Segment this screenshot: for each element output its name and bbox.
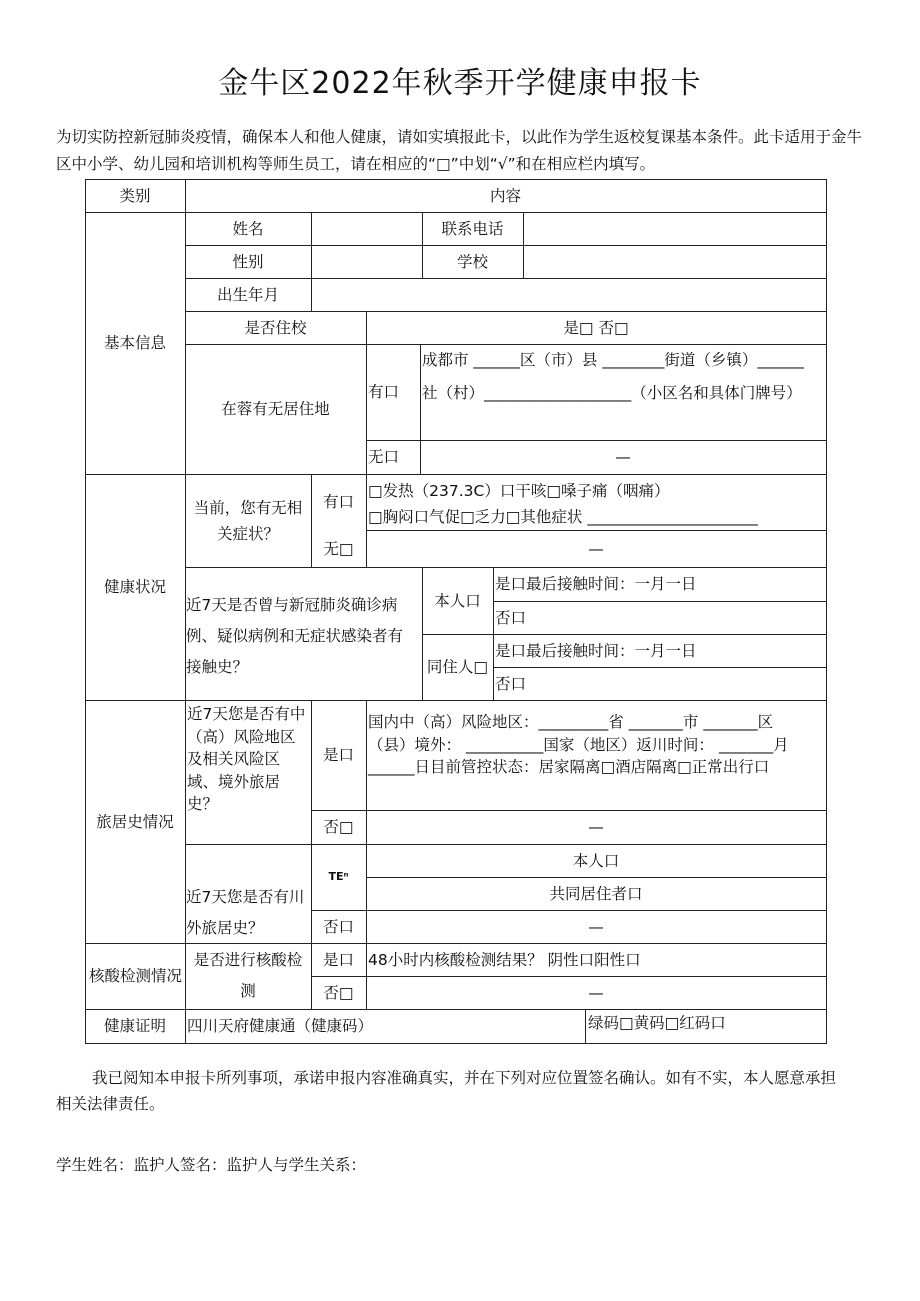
field-gender[interactable] bbox=[311, 245, 422, 278]
table-border-bottom bbox=[85, 1043, 827, 1044]
contact-question: 近7天是否曾与新冠肺炎确诊病例、疑似病例和无症状感染者有接触史？ bbox=[186, 596, 404, 676]
nucleic-yes-checkbox[interactable]: 是口 bbox=[322, 950, 354, 969]
outside-no-checkbox[interactable]: 否口 bbox=[322, 917, 354, 936]
contact-self-checkbox[interactable]: 本人口 bbox=[434, 591, 481, 610]
residence-address[interactable]: 成都市 ______区（市）县 ________街道（乡镇）______社（村）___________________（小区名和具体门牌号） bbox=[422, 351, 804, 402]
header-content: 内容 bbox=[489, 186, 521, 205]
section-health-status: 健康状况 bbox=[103, 578, 166, 596]
label-phone: 联系电话 bbox=[441, 219, 504, 238]
field-birth[interactable] bbox=[311, 278, 826, 311]
contact-cohabitant-no[interactable]: 否口 bbox=[495, 674, 527, 693]
boarding-options[interactable]: 是□ 否□ bbox=[563, 318, 629, 337]
section-health-certificate: 健康证明 bbox=[103, 1017, 166, 1035]
table-line bbox=[85, 700, 827, 701]
health-code-app: 四川天府健康通（健康码） bbox=[187, 1017, 374, 1035]
nucleic-no-dash: — bbox=[588, 983, 604, 1002]
page-title: 金牛区2022年秋季开学健康申报卡 bbox=[218, 66, 702, 101]
contact-self-yes[interactable]: 是口最后接触时间：一月一日 bbox=[495, 575, 697, 593]
residence-no-dash: — bbox=[615, 448, 631, 466]
outside-yes-checkbox[interactable]: TEⁿ bbox=[328, 870, 349, 883]
risk-area-question: 近7天您是否有中（高）风险地区及相关风险区域、境外旅居史？ bbox=[187, 705, 306, 813]
label-residence: 在蓉有无居住地 bbox=[221, 400, 330, 418]
label-school: 学校 bbox=[456, 252, 488, 271]
contact-cohabitant-yes[interactable]: 是口最后接触时间：一月一日 bbox=[495, 641, 697, 660]
residence-yes-checkbox[interactable]: 有口 bbox=[368, 383, 400, 401]
residence-no-checkbox[interactable]: 无口 bbox=[368, 448, 400, 466]
outside-no-dash: — bbox=[588, 917, 604, 936]
risk-area-yes-checkbox[interactable]: 是口 bbox=[322, 746, 354, 764]
symptom-yes-checkbox[interactable]: 有口 bbox=[322, 493, 354, 511]
symptom-list[interactable] bbox=[368, 478, 823, 530]
label-birth: 出生年月 bbox=[216, 285, 279, 304]
section-travel-history: 旅居史情况 bbox=[96, 812, 174, 831]
outside-self-checkbox[interactable]: 本人口 bbox=[572, 851, 620, 870]
contact-self-no[interactable]: 否口 bbox=[495, 608, 527, 627]
label-boarding: 是否住校 bbox=[244, 318, 307, 337]
symptom-line-2: □胸闷口气促□乏力□其他症状 ______________________ bbox=[368, 508, 758, 526]
declaration-paragraph: 我已阅知本申报卡所列事项，承诺申报内容准确真实，并在下列对应位置签名确认。如有不实，本人愿意承担相关法律责任。 bbox=[56, 1069, 837, 1113]
symptom-line-1: □发热（237.3C）口干咳□嗓子痛（咽痛） bbox=[368, 482, 670, 500]
label-gender: 性别 bbox=[232, 252, 264, 271]
field-phone[interactable] bbox=[523, 212, 826, 245]
risk-area-no-checkbox[interactable]: 否□ bbox=[323, 818, 354, 836]
contact-cohabitant-checkbox[interactable]: 同住人□ bbox=[426, 658, 489, 676]
section-nucleic-test: 核酸检测情况 bbox=[88, 966, 182, 985]
signature-line[interactable]: 学生姓名：监护人签名：监护人与学生关系： bbox=[56, 1156, 367, 1174]
nucleic-result[interactable]: 48小时内核酸检测结果？ 阴性口阳性口 bbox=[368, 950, 641, 969]
label-name: 姓名 bbox=[232, 219, 264, 238]
nucleic-question: 是否进行核酸检测 bbox=[193, 951, 303, 1000]
field-school[interactable] bbox=[523, 245, 826, 278]
outside-sichuan-question: 近7天您是否有川外旅居史？ bbox=[186, 888, 305, 937]
symptom-question: 当前，您有无相关症状？ bbox=[193, 498, 303, 543]
health-code-options[interactable]: 绿码□黄码□红码口 bbox=[588, 1014, 726, 1032]
nucleic-no-checkbox[interactable]: 否□ bbox=[323, 983, 354, 1002]
header-category: 类别 bbox=[119, 186, 151, 205]
field-name[interactable] bbox=[311, 212, 422, 245]
section-basic-info: 基本信息 bbox=[103, 334, 166, 352]
risk-area-detail[interactable]: 国内中（高）风险地区：_________省 _______市 _______区（县）境外： __________国家（地区）返川时间： _______月 ______日目前管控状态：居家隔离□酒店隔离□正常出行口 bbox=[368, 713, 789, 776]
table-border-right bbox=[826, 179, 827, 1044]
outside-cohabitant-checkbox[interactable]: 共同居住者口 bbox=[549, 884, 643, 903]
symptom-no-dash: — bbox=[588, 539, 604, 558]
intro-paragraph: 为切实防控新冠肺炎疫情，确保本人和他人健康，请如实填报此卡，以此作为学生返校复课基本条件。此卡适用于金牛区中小学、幼儿园和培训机构等师生员工，请在相应的“□”中划“√”和在相应栏内填写。 bbox=[56, 128, 863, 173]
symptom-no-checkbox[interactable]: 无□ bbox=[323, 539, 354, 558]
risk-area-no-dash: — bbox=[588, 818, 604, 836]
